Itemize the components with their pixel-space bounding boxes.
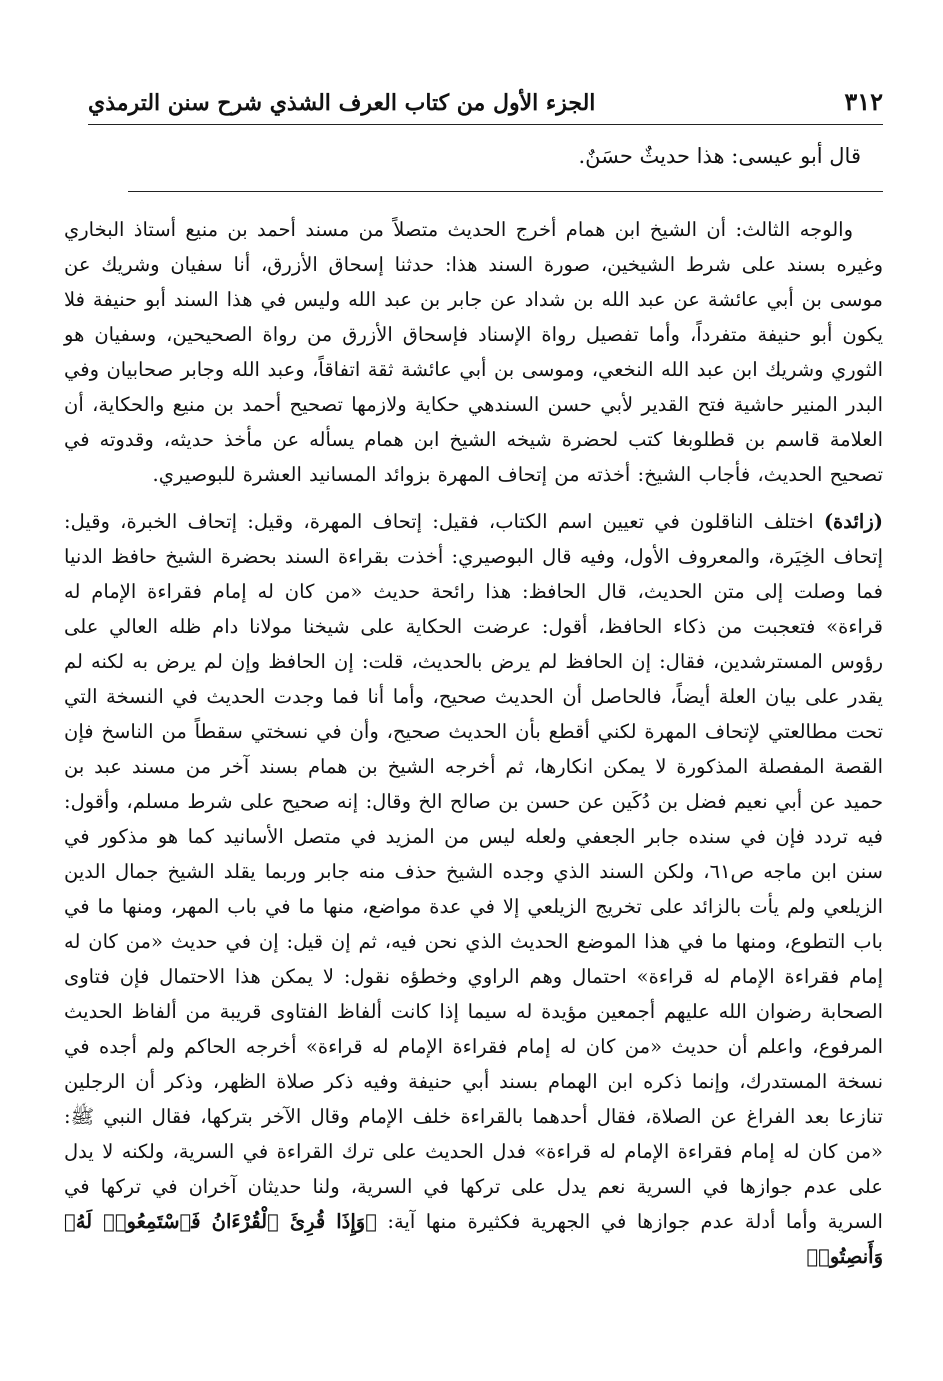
header-divider (88, 124, 883, 125)
commentary-paragraph-addendum (64, 504, 883, 1274)
hadith-grading-line: قال أبو عيسى: هذا حديثٌ حسَنٌ. (578, 144, 861, 168)
commentary-paragraph: والوجه الثالث: أن الشيخ ابن همام أخرج الحديث متصلاً من مسند أحمد بن منيع أستاذ البخاري وغيره بسند على شرط الشيخين، صورة السند هذا: حدثنا إسحاق الأزرق، أنا سفيان وشريك عن موسى بن أبي عائشة عن عبد الله بن شداد عن جابر بن عبد الله وليس في هذا السند أبو حنيفة فلا يكون أبو حنيفة متفرداً، وأما تفصيل رواة الإسناد فإسحاق الأزرق من رواة الصحيحين، وسفيان هو الثوري وشريك ابن عبد الله النخعي، وموسى بن أبي عائشة ثقة اتفاقاً، وعبد الله وجابر صحابيان وفي البدر المنير حاشية فتح القدير لأبي حسن السندهي حكاية ولازمها تصحيح أحمد بن منيع والحكاية، أن العلامة قاسم بن قطلوبغا كتب لحضرة شيخه الشيخ ابن همام يسأله عن مأخذ حديثه، وقدوته في تصحيح الحديث، فأجاب الشيخ: أخذته من إتحاف المهرة بزوائد المسانيد العشرة للبوصيري. (64, 218, 883, 486)
commentary-divider (128, 191, 883, 192)
addendum-text: اختلف الناقلون في تعيين اسم الكتاب، فقيل: إتحاف المهرة، وقيل: إتحاف الخبرة، وقيل: إتحاف الخِيَرة، والمعروف الأول، وفيه قال البوصيري: أخذت بقراءة السند بحضرة الشيخ حافظ الدنيا فما وصلت إلى متن الحديث، قال الحافظ: هذا رائحة حديث «من كان له إمام فقراءة الإمام له قراءة» فتعجبت من ذكاء الحافظ، أقول: عرضت الحكاية على شيخنا مولانا دام ظله العالي على رؤوس المسترشدين، فقال: إن الحافظ لم يرض بالحديث، قلت: إن الحافظ وإن لم يرض به لكنه لم يقدر على بيان العلة أيضاً، فالحاصل أن الحديث صحيح، وأما أنا فما وجدت الحديث في النسخة التي تحت مطالعتي لإتحاف المهرة لكني أقطع بأن الحديث صحيح، وأن في نسختي سقطاً من الناسخ فإن القصة المفصلة المذكورة لا يمكن انكارها، ثم أخرجه الشيخ بن همام بسند آخر من مسند عبد بن حميد عن أبي نعيم فضل بن دُكَين عن حسن بن صالح الخ وقال: إنه صحيح على شرط مسلم، وأقول: فيه تردد فإن في سنده جابر الجعفي ولعله ليس من المزيد في متصل الأسانيد كما هو مذكور في سنن ابن ماجه ص٦١، ولكن السند الذي وجده الشيخ حذف منه جابر وربما يقلد الشيخ جمال الدين الزيلعي ولم يأت بالزائد على تخريج الزيلعي إلا في عدة مواضع، منها ما في باب المهر، ومنها ما في باب التطوع، ومنها ما في هذا الموضع الحديث الذي نحن فيه، ثم إن قيل: إن في حديث «من كان له إمام فقراءة الإمام له قراءة» احتمال وهم الراوي وخطؤه نقول: لا يمكن هذا الاحتمال فإن فتاوى الصحابة رضوان الله عليهم أجمعين مؤيدة له سيما إذا كانت ألفاظ الفتاوى قريبة من ألفاظ الحديث المرفوع، واعلم أن حديث «من كان له إمام فقراءة الإمام له قراءة» أخرجه الحاكم ولم أجده في نسخة المستدرك، وإنما ذكره ابن الهمام بسند أبي حنيفة وفيه ذكر صلاة الظهر، وذكر أن الرجلين تنازعا بعد الفراغ عن الصلاة، فقال أحدهما بالقراءة خلف الإمام وقال الآخر بتركها، فقال النبي ﷺ: «من كان له إمام فقراءة الإمام له قراءة» فدل الحديث على ترك القراءة في السرية، ولكنه لا يدل على عدم جوازها في السرية نعم يدل على تركها في السرية، ولنا حديثان آخران في تركها في السرية وأما أدلة عدم جوازها في الجهرية فكثيرة منها آية: (64, 510, 884, 1233)
quran-verse: ﴿وَإِذَا قُرِئَ ٱلْقُرْءَانُ فَٱسْتَمِعُوا۟ لَهُۥ وَأَنصِتُوا۟ (64, 1210, 883, 1268)
commentary-body (64, 212, 883, 1274)
book-title: الجزء الأول من كتاب العرف الشذي شرح سنن الترمذي (88, 90, 596, 116)
addendum-label: (زائدة) (823, 510, 883, 533)
running-head (88, 70, 883, 116)
page-number: ٣١٢ (844, 87, 883, 116)
